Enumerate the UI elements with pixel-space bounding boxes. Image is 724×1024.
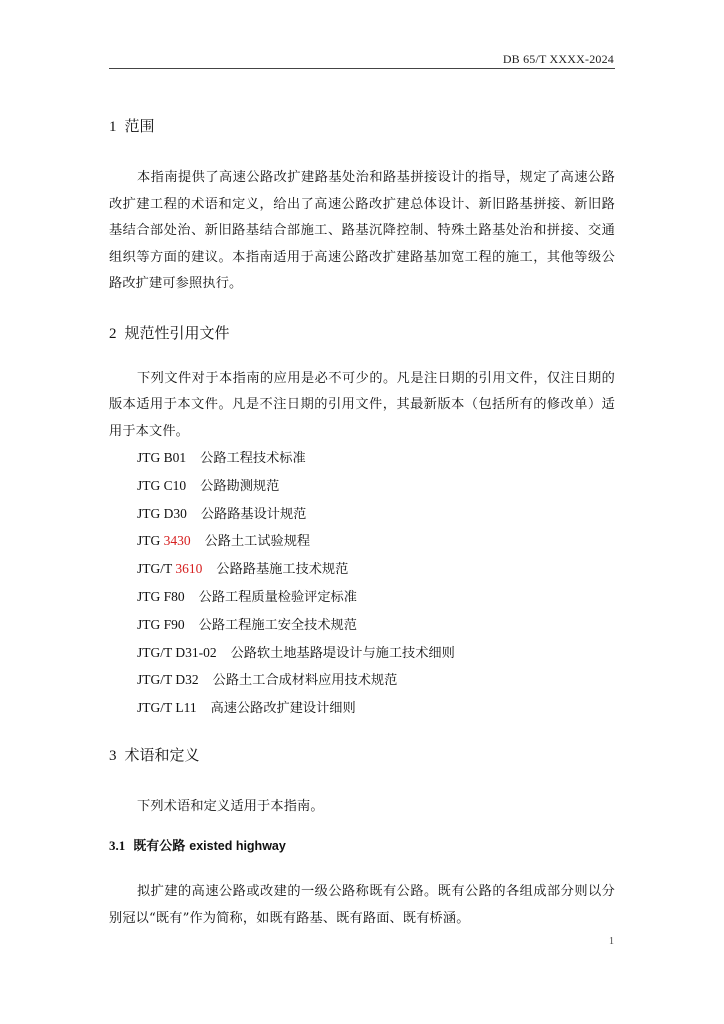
section-number: 2 [109,325,117,342]
term-heading-existed-highway [109,834,615,859]
section-heading-normative-references [109,321,615,346]
term-definition-paragraph: 拟扩建的高速公路或改建的一级公路称既有公路。既有公路的各组成部分则以分别冠以“既有”作为简称，如既有路基、既有路面、既有桥涵。 [109,884,615,926]
document-code: DB 65/T XXXX-2024 [502,52,614,66]
reference-code: JTG C10 [137,477,187,493]
term-chinese: 既有公路 [133,839,186,855]
reference-list [109,445,615,723]
reference-title: 公路土工合成材料应用技术规范 [212,673,398,689]
reference-code: JTG F80 [137,588,185,604]
scope-paragraph: 本指南提供了高速公路改扩建路基处治和路基拼接设计的指导，规定了高速公路改扩建工程的术语和定义，给出了高速公路改扩建总体设计、新旧路基拼接、新旧路基结合部处治、新旧路基结合部施工、路基沉降控制、特殊土路基处治和拼接、交通组织等方面的建议。本指南适用于高速公路改扩建路基加宽工程的施工，其他等级公路改扩建可参照执行。 [109,170,615,291]
section-title: 范围 [124,117,155,135]
document-body [109,114,615,932]
reference-item [137,445,615,473]
references-intro-paragraph: 下列文件对于本指南的应用是必不可少的。凡是注日期的引用文件，仅注日期的版本适用于本文件。凡是不注日期的引用文件，其最新版本（包括所有的修改单）适用于本文件。 [109,370,615,439]
reference-title: 公路工程技术标准 [200,451,306,466]
reference-item [137,501,615,529]
reference-code: JTG D30 [137,505,187,521]
section-title: 规范性引用文件 [124,323,230,342]
reference-item [137,556,615,584]
reference-code: JTG/T D32 [137,672,199,688]
reference-item [137,584,615,612]
reference-item [137,695,615,723]
term-english: existed highway [189,839,286,854]
highlighted-code-number: 3430 [163,533,191,549]
reference-item [137,528,615,556]
reference-item [137,667,615,695]
highlighted-code-number: 3610 [175,561,203,577]
reference-title: 公路软土地基路堤设计与施工技术细则 [230,645,455,661]
header-divider [109,68,615,69]
section-number: 3 [109,747,117,764]
reference-title: 高速公路改扩建设计细则 [210,701,356,717]
term-number: 3.1 [109,838,126,854]
reference-title: 公路路基设计规范 [200,506,307,522]
reference-title: 公路工程施工安全技术规范 [198,617,357,633]
reference-title: 公路路基施工技术规范 [216,562,349,578]
reference-item [137,612,615,640]
reference-code: JTG/T D31-02 [137,644,217,660]
section-number: 1 [109,119,117,135]
terms-intro-paragraph: 下列术语和定义适用于本指南。 [137,798,324,814]
reference-item [137,473,615,501]
reference-code: JTG B01 [137,450,187,465]
reference-title: 公路工程质量检验评定标准 [198,589,357,605]
reference-code: JTG 3430 [137,533,191,549]
reference-item [137,640,615,668]
reference-title: 公路勘测规范 [200,478,280,494]
reference-code: JTG/T 3610 [137,561,203,577]
reference-title: 公路土工试验规程 [204,534,311,550]
page-number: 1 [609,936,614,947]
reference-code: JTG/T L11 [137,700,197,716]
section-heading-scope [109,114,615,139]
section-heading-terms-definitions [109,743,615,768]
reference-code: JTG F90 [137,616,185,632]
section-title: 术语和定义 [124,745,200,764]
